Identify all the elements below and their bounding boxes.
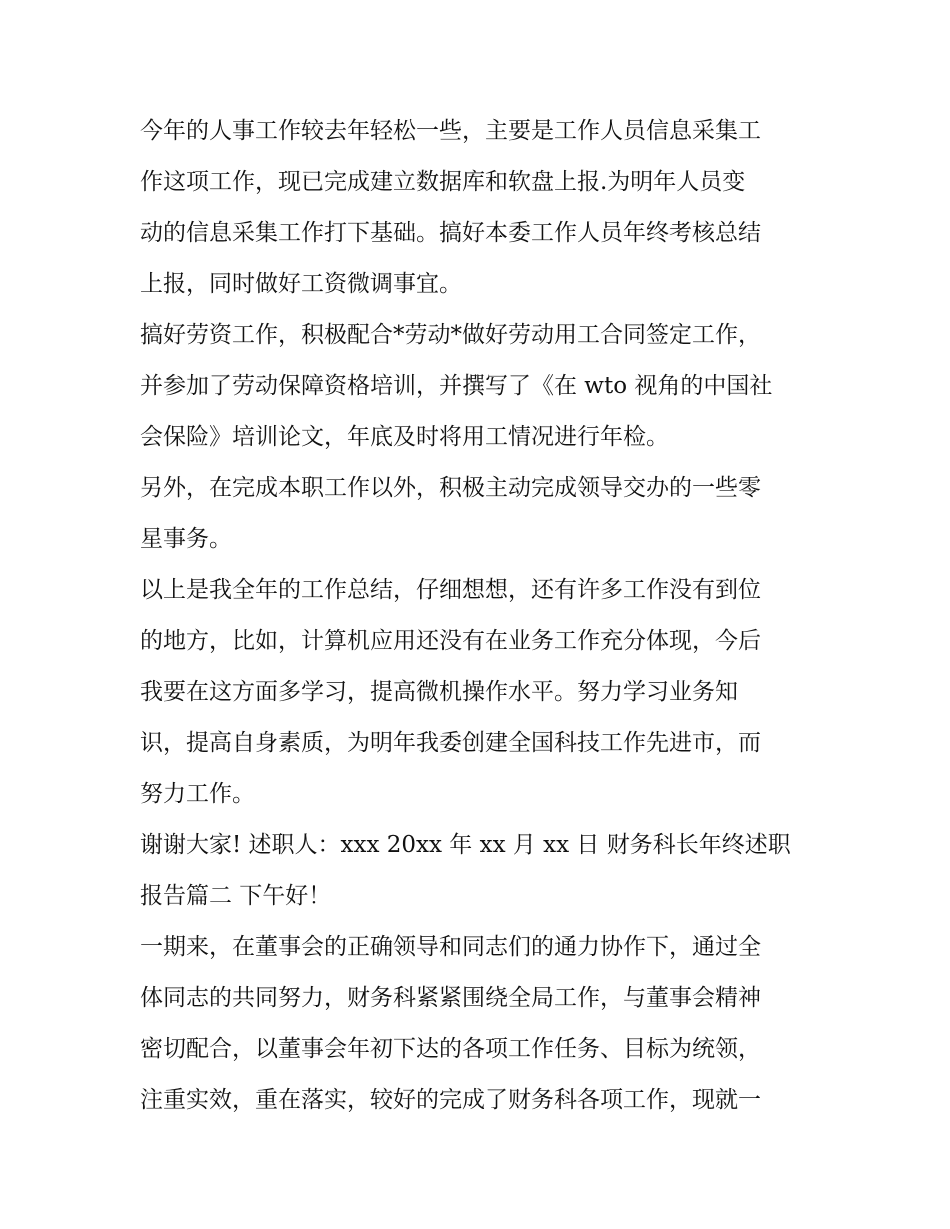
text-line: 另外，在完成本职工作以外，积极主动完成领导交办的一些零 <box>140 475 761 501</box>
text-line: 谢谢大家! 述职人：xxx 20xx 年 xx 月 xx 日 财务科长年终述职 <box>140 832 791 858</box>
text-line: 并参加了劳动保障资格培训，并撰写了《在 wto 视角的中国社 <box>140 373 773 399</box>
text-line: 识，提高自身素质，为明年我委创建全国科技工作先进市，而 <box>140 730 761 756</box>
text-line: 会保险》培训论文，年底及时将用工情况进行年检。 <box>140 424 669 450</box>
text-line: 注重实效，重在落实，较好的完成了财务科各项工作，现就一 <box>140 1087 761 1113</box>
text-line: 今年的人事工作较去年轻松一些，主要是工作人员信息采集工 <box>140 118 761 144</box>
text-line: 报告篇二 下午好！ <box>140 883 332 909</box>
document-body <box>140 106 816 1126</box>
text-line: 作这项工作，现已完成建立数据库和软盘上报.为明年人员变 <box>140 169 746 195</box>
text-line: 努力工作。 <box>140 781 255 807</box>
text-line: 动的信息采集工作打下基础。搞好本委工作人员年终考核总结 <box>140 220 761 246</box>
text-line: 以上是我全年的工作总结，仔细想想，还有许多工作没有到位 <box>140 577 761 603</box>
text-line: 上报，同时做好工资微调事宜。 <box>140 271 462 297</box>
text-line: 搞好劳资工作，积极配合*劳动*做好劳动用工合同签定工作， <box>140 322 761 348</box>
text-line: 密切配合，以董事会年初下达的各项工作任务、目标为统领， <box>140 1036 761 1062</box>
text-line: 星事务。 <box>140 526 232 552</box>
text-line: 的地方，比如，计算机应用还没有在业务工作充分体现，今后 <box>140 628 761 654</box>
text-line: 体同志的共同努力，财务科紧紧围绕全局工作，与董事会精神 <box>140 985 761 1011</box>
text-line: 一期来，在董事会的正确领导和同志们的通力协作下，通过全 <box>140 934 761 960</box>
text-line: 我要在这方面多学习，提高微机操作水平。努力学习业务知 <box>140 679 738 705</box>
